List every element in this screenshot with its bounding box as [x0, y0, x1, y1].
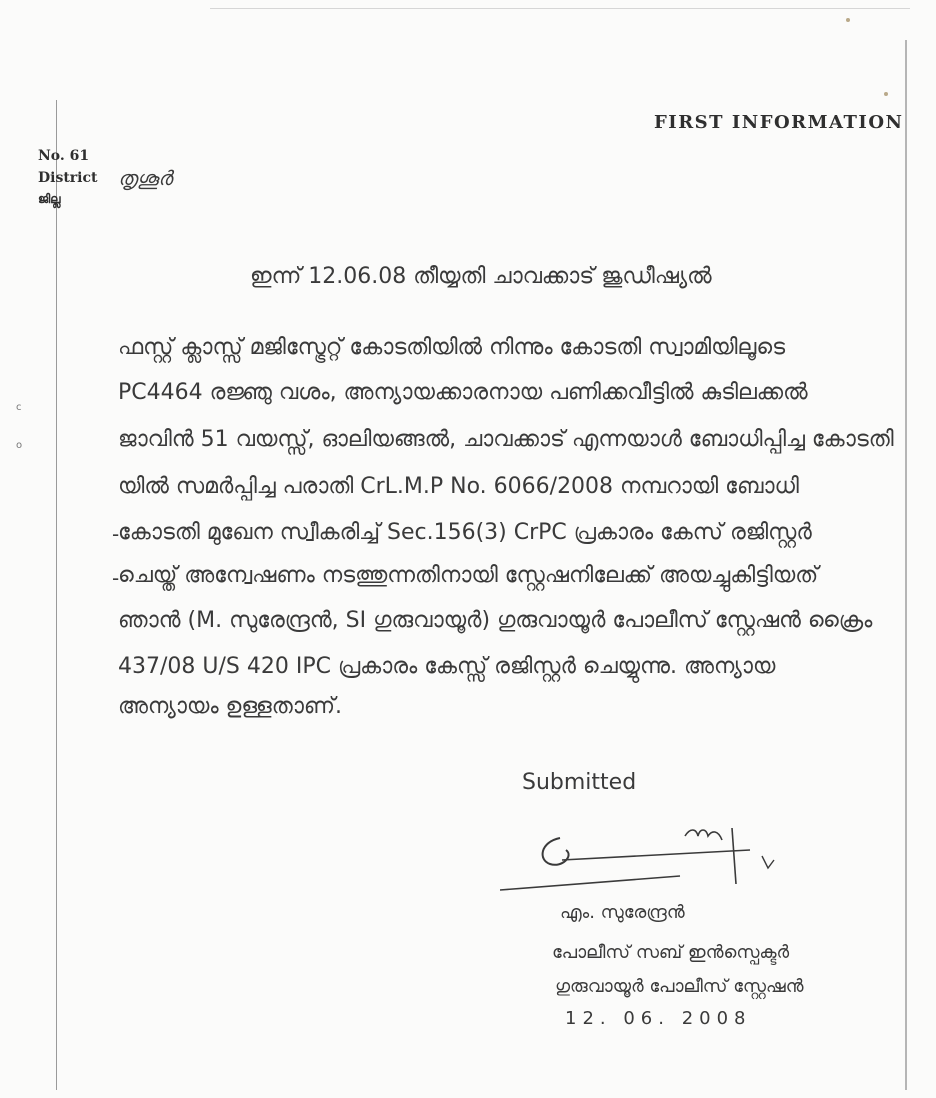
body-line: ചെയ്ത് അന്വേഷണം നടത്തുന്നതിനായി സ്റ്റേഷനിലേക്ക് അയച്ചുകിട്ടിയത് — [118, 563, 819, 588]
body-line: യിൽ സമർപ്പിച്ച പരാതി CrL.M.P No. 6066/2008 നമ്പറായി ബോധി — [118, 474, 799, 499]
body-line: കോടതി മുഖേന സ്വീകരിച്ച് Sec.156(3) CrPC പ്രകാരം കേസ് രജിസ്റ്റർ — [118, 520, 812, 545]
officer-name: എം. സുരേന്ദ്രൻ — [560, 902, 685, 923]
submission-date: 12. 06. 2008 — [565, 1008, 752, 1029]
body-line: ഞാൻ (M. സുരേന്ദ്രൻ, SI ഗുരുവായൂർ) ഗുരുവായൂർ പോലീസ് സ്റ്റേഷൻ ക്രൈം — [118, 608, 873, 633]
body-line: ഫസ്റ്റ് ക്ലാസ്സ് മജിസ്ട്രേറ്റ് കോടതിയിൽ നിന്നും കോടതി സ്വാമിയിലൂടെ — [118, 335, 786, 360]
officer-station: ഗുരുവായൂർ പോലീസ് സ്റ്റേഷൻ — [555, 976, 804, 997]
margin-mark: o — [16, 440, 23, 451]
form-title: FIRST INFORMATION — [654, 112, 904, 133]
form-number: No. 61 — [38, 148, 90, 164]
body-line: 437/08 U/S 420 IPC പ്രകാരം കേസ്സ് രജിസ്റ്റർ ചെയ്യുന്നു. അന്യായ — [118, 654, 776, 679]
officer-rank: പോലീസ് സബ് ഇൻസ്പെക്ടർ — [552, 942, 790, 963]
margin-dash: - — [112, 566, 120, 590]
scan-edge-left — [56, 100, 57, 1090]
body-line: PC4464 രജ്ഞു വശം, അന്യായക്കാരനായ പണിക്കവീട്ടിൽ കുടിലക്കൽ — [118, 380, 808, 405]
body-line: ജാവിൻ 51 വയസ്സ്, ഓലിയങ്ങൽ, ചാവക്കാട് എന്നയാൾ ബോധിപ്പിച്ച കോടതി — [118, 427, 894, 452]
signature — [500, 820, 800, 900]
margin-dash: - — [112, 522, 120, 546]
margin-mark: c — [16, 402, 22, 413]
submitted-label: Submitted — [522, 770, 637, 795]
paper-speck — [846, 18, 850, 22]
body-line: അന്യായം ഉള്ളതാണ്. — [118, 694, 342, 719]
scan-edge-top — [210, 8, 910, 9]
body-line: ഇന്ന് 12.06.08 തീയ്യതി ചാവക്കാട് ജുഡീഷ്യൽ — [250, 264, 712, 289]
district-label-malayalam: ജില്ല — [38, 192, 61, 206]
scan-edge-right — [905, 40, 907, 1090]
district-value: തൃശൂർ — [118, 166, 173, 190]
paper-speck — [884, 92, 888, 96]
district-label: District — [38, 170, 98, 186]
